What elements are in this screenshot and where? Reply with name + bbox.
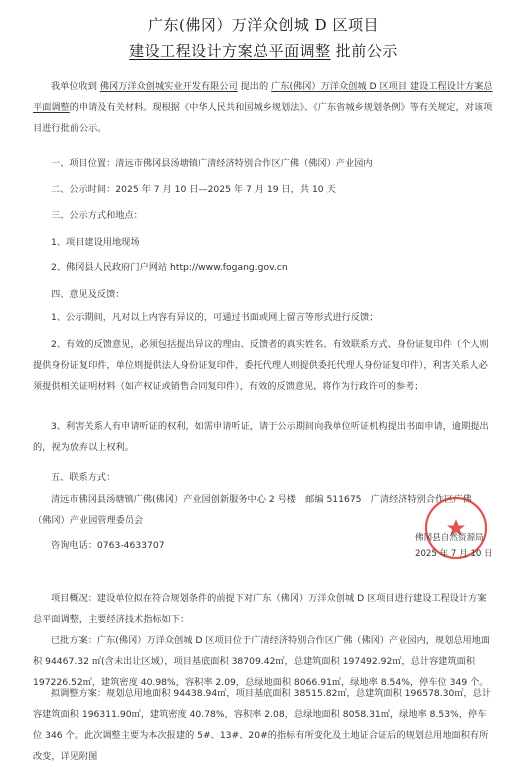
- title-line-2: [0, 40, 527, 61]
- notes-approved: 已批方案：广东(佛冈）万洋众创城 D 区项目位于广清经济特别合作区广佛（佛冈）产业园内，规划总用地面积 94467.32 ㎡(含未出让区域），项目基底面积 38709.42㎡，总建筑面积 197492.92㎡，总计容建筑面积 197226.52㎡，建筑密度 40.98%，容积率 2.09，总绿地面积 8066.91㎡，绿地率 8.54%，停车位 349 个。: [33, 635, 491, 688]
- intro-paragraph: [33, 76, 495, 139]
- intro-p1: 我单位收到: [51, 81, 97, 92]
- contact-phone: 咨询电话：0763-4633707: [51, 540, 165, 551]
- feedback-1: 1、公示期间，凡对以上内容有异议的，可通过书面或网上留言等形式进行反馈；: [51, 312, 379, 323]
- sign-org: 佛冈县自然资源局: [415, 533, 484, 543]
- intro-project-2: 面调整: [42, 102, 70, 113]
- notes-overview: 项目概况：建设单位拟在符合规划条件的前提下对广东（佛冈）万洋众创城 D 区项目进行建设工程设计方案总平面调整，主要经济技术指标如下：: [33, 593, 487, 625]
- contact-address: 清远市佛冈县汤塘镇广佛(佛冈）产业园创新服务中心 2 号楼 邮编 511675 广清经济特别合作区广佛（佛冈）产业园管理委员会: [33, 494, 472, 526]
- intro-p3: 的申请及有关材料。现根据《中华人民共和国城乡规划法》、《广东省城乡规划条例》等有关规定，对该项目进行批前公示。: [33, 102, 493, 134]
- intro-company: 佛冈万洋众创城实业开发有限公司: [99, 81, 238, 92]
- item-method-2: 2、佛冈县人民政府门户网站 http://www.fogang.gov.cn: [51, 262, 288, 273]
- feedback-3: 3、利害关系人有申请听证的权利，如需申请听证，请于公示期间向我单位听证机构提出书面申请，逾期提出的，视为放弃以上权利。: [33, 421, 489, 453]
- item-contact: 五、联系方式：: [51, 472, 116, 483]
- intro-p2: 提出的: [240, 81, 269, 92]
- item-feedback: 四、意见及反馈：: [51, 289, 125, 300]
- item-location: 一、项目位置：清远市佛冈县汤塘镇广清经济特别合作区广佛（佛冈）产业园内: [51, 158, 373, 169]
- sign-date: 2025 年 7 月 10 日: [415, 549, 493, 559]
- title-line-1: 广东(佛冈）万洋众创城 D 区项目: [148, 16, 379, 34]
- intro-project: 广东(佛冈）万洋众创城 D 区项目 建设工程设计方案总平: [33, 81, 493, 113]
- item-time: 二、公示时间：2025 年 7 月 10 日—2025 年 7 月 19 日，共 10 天: [51, 184, 336, 195]
- item-method: 三、公示方式和地点：: [51, 210, 143, 221]
- title-tail: 批前公示: [330, 42, 398, 60]
- notes-proposed: 拟调整方案：规划总用地面积 94438.94㎡，项目基底面积 38515.82㎡，总建筑面积 196578.30㎡，总计容建筑面积 196311.90㎡，建筑密度 40.78%，容积率 2.08，总绿地面积 8058.31㎡，绿地率 8.53%，停车位 346 个。此次调整主要为本次报建的 5#、13#、20#的指标有所变化及土地证合证后的规划总用地面积有所改变，详见附图: [33, 688, 492, 762]
- feedback-2: 2、有效的反馈意见，必须包括提出异议的理由、反馈者的真实姓名、有效联系方式、身份证复印件（个人则提供身份证复印件，单位则提供法人身份证复印件，委托代理人则提供委托代理人身份证复印件），利害关系人必须提供相关证明材料（如产权证或销售合同复印件），有效的反馈意见，将作为行政许可的参考；: [33, 339, 489, 392]
- signature-block: [415, 530, 525, 562]
- title-underlined: 建设工程设计方案总平面调整: [129, 42, 331, 60]
- item-method-1: 1、项目建设用地现场: [51, 237, 140, 248]
